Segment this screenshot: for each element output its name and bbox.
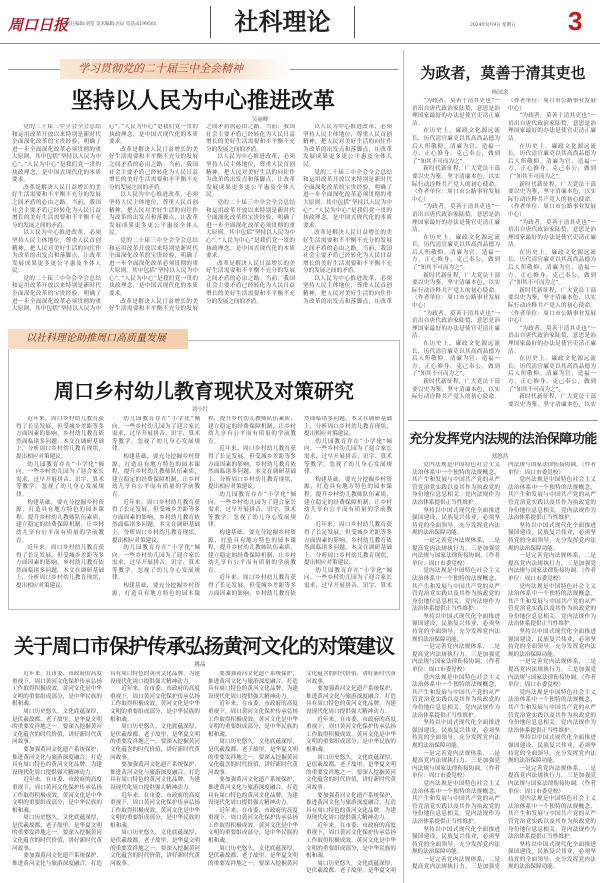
article-paragraph: 新时代新征程，广大党员干部要以史为鉴，坚守清廉本色，以实际行动诠释共产党人的初心使命。（作者单位：周口市公路事业发展中心） bbox=[412, 272, 500, 310]
article-paragraph: 在历史上，廉政文化源远流长，历代清官廉吏以其高尚品德为后人所敬仰。清廉为官、造福一方，正心修身、克己奉公，做到了“知其不可而为之”。 bbox=[412, 128, 500, 165]
kicker-banner: 以社科理论助推周口高质量发展 bbox=[8, 329, 188, 349]
article-paragraph: 近年来，在市委、市政府的高度重视下，周口黄河文化保护传承弘扬工作取得积极成效。黄河文化是中华文明的重要组成部分，是中华民族的根和魂。 bbox=[306, 822, 396, 860]
article-paragraph: 新时代新征程，广大党员干部要以史为鉴，坚守清廉本色，以实际行动诠释共产党人的初心使命。（作者单位：周口市公路事业发展中心） bbox=[412, 98, 596, 401]
article-paragraph: 一是完善党内法规体系，二是提高党内法规执行力，三是加强党内法规与国家法律衔接协调。（作者单位：周口市委党校） bbox=[508, 553, 596, 582]
article-paragraph: “为政者，莫善于清其吏也”一语出自唐代政治家陆贽，意思是治理国家最好的办法是使官吏清正廉洁。 bbox=[508, 325, 596, 355]
article-paragraph: 近年来，在市委、市政府的高度重视下，周口黄河文化保护传承弘扬工作取得积极成效。黄河文化是中华文明的重要组成部分，是中华民族的根和魂。 bbox=[208, 807, 298, 845]
article-paragraph: 一是完善党内法规体系，二是提高党内法规执行力，三是加强党内法规与国家法律衔接协调。（作者单位：周口市委党校） bbox=[412, 750, 500, 780]
article-paragraph: 党内法规是中国特色社会主义法治体系中一个独特的法规概念，其产生和发展与中国共产党的从严管党治党实践以及其作为执政党的身份地位息息相关。党内法规作为法治体系提供正当性维护。 bbox=[412, 674, 500, 719]
article-paragraph: 要加强黄河文化遗产系统保护，推进黄河文化与旅游深度融合，打造具有周口特色的黄河文化品牌，为建设现代化周口提供强大精神动力。 bbox=[306, 686, 396, 715]
article-paragraph: “为政者，莫善于清其吏也”一语出自唐代政治家陆贽，意思是治理国家最好的办法是使官吏清正廉洁。 bbox=[412, 98, 500, 127]
article-paragraph: 构建基础，要充分挖掘乡村资源，打造具有地方特色的园本课程，提升乡村幼儿教师队伍素质，建立稳定的经费保障机制，让乡村幼儿享有公平而有质量的学前教育。 bbox=[208, 529, 296, 574]
article-paragraph: 坚持以中国式现代化全面推进强国建设，民族复兴伟业，必须坚持党的全面领导，充分发挥党内法规的法治保障功能。 bbox=[508, 735, 596, 765]
article-author: 杨国余 bbox=[491, 90, 509, 96]
article-headline[interactable]: 周口乡村幼儿教育现状及对策研究 bbox=[54, 379, 354, 403]
article-paragraph: 党内法规是中国特色社会主义法治体系中一个独特的法规概念，其产生和发展与中国共产党的从严管党治党实践以及其作为执政党的身份地位息息相关。党内法规作为法治体系提供正当性维护。 bbox=[412, 568, 500, 613]
article-paragraph: 幼儿园教育存在“小学化”倾向。一些乡村幼儿园为了迎合家长需求，过早开展拼音、识字、算术等教学，忽视了幼儿身心发展规律。 bbox=[304, 438, 392, 476]
article-paragraph: 一是完善党内法规体系，二是提高党内法规执行力，三是加强党内法规与国家法律衔接协调。（作者单位：周口市委党校） bbox=[508, 659, 596, 689]
article-author: 吴丽峰 bbox=[251, 117, 269, 123]
article-paragraph: 坚持以中国式现代化全面推进强国建设，民族复兴伟业，必须坚持党的全面领导，充分发挥党内法规的法治保障功能。 bbox=[412, 613, 500, 643]
article-paragraph: 党内法规是中国特色社会主义法治体系中一个独特的法规概念，其产生和发展与中国共产党的从严管党治党实践以及其作为执政党的身份地位息息相关。党内法规作为法治体系提供正当性维护。 bbox=[508, 689, 596, 734]
section-title: 社科理论 bbox=[210, 6, 355, 38]
article-paragraph: 党内法规是中国特色社会主义法治体系中一个独特的法规概念，其产生和发展与中国共产党的从严管党治党实践以及其作为执政党的身份地位息息相关。党内法规作为法治体系提供正当性维护。 bbox=[412, 462, 500, 506]
article-paragraph: 党的二十届三中全会全会总结和运用改革开放以来特别是新时代全面深化改革的宝贵经验，明确了进一步全面深化改革必须贯彻的重大原则，其中包括“坚持以人民为中心”。”人民为中心“是我们党一贯的执政理念，是中国式现代化的本质要求。 bbox=[12, 124, 198, 313]
article-paragraph: 一是完善党内法规体系，二是提高党内法规执行力，三是加强党内法规与国家法律衔接协调。（作者单位：周口市委党校） bbox=[412, 537, 500, 567]
article-paragraph: 近年来，在市委、市政府的高度重视下，周口黄河文化保护传承弘扬工作取得积极成效。黄河文化是中华文明的重要组成部分，是中华民族的根和魂。 bbox=[12, 671, 102, 708]
article-paragraph: 在历史上，廉政文化源远流长，历代清官廉吏以其高尚品德为后人所敬仰。清廉为官、造福一方，正心修身、克己奉公，做到了“知其不可而为之”。 bbox=[508, 356, 596, 393]
article-paragraph: 党内法规是中国特色社会主义法治体系中一个独特的法规概念，其产生和发展与中国共产党的从严管党治党实践以及其作为执政党的身份地位息息相关。党内法规作为法治体系提供正当性维护。 bbox=[508, 796, 596, 841]
article-paragraph: 近年来，周口乡村幼儿教育获得了长足发展，但受城乡差距等多方面因素的影响，乡村幼儿教育依然面临诸多问题。本文在调研基础上，分析周口乡村幼儿教育现状，提出相应对策建议。 bbox=[16, 545, 104, 590]
article-paragraph: 周口历史悠久，文化底蕴深厚，是伏羲故都、老子故里，是华夏文明的重要发祥地之一。要深入挖掘黄河文化蕴含的时代价值，讲好新时代黄河故事。 bbox=[208, 739, 298, 776]
newspaper-logo: 周口日报 bbox=[8, 16, 69, 34]
article-paragraph: 改革是解决人民日益增长的美好生活需要和不平衡不充分的发展之间矛盾的必由之路。当前，我国社会主要矛盾已经转化为人民日益增长的美好生活需要和不平衡不充分的发展之间的矛盾。 bbox=[303, 230, 392, 275]
article-paragraph: 近年来，在市委、市政府的高度重视下，周口黄河文化保护传承弘扬工作取得积极成效。黄河文化是中华文明的重要组成部分，是中华民族的根和魂。 bbox=[12, 777, 102, 814]
article-author: 姚晶 bbox=[194, 662, 206, 668]
article-paragraph: 近年来，在市委、市政府的高度重视下，周口黄河文化保护传承弘扬工作取得积极成效。黄河文化是中华文明的重要组成部分，是中华民族的根和魂。 bbox=[110, 686, 200, 723]
article-paragraph: 新时代新征程，广大党员干部要以史为鉴，坚守清廉本色，以实 bbox=[508, 394, 596, 408]
article-paragraph: 在历史上，廉政文化源远流长，历代清官廉吏以其高尚品德为后人所敬仰。清廉为官、造福一方，正心修身、克己奉公，做到了“知其不可而为之”。 bbox=[508, 249, 596, 287]
article-headline[interactable]: 为政者，莫善于清其吏也 bbox=[420, 64, 586, 82]
article-paragraph: 构建基础，要充分挖掘乡村资源，打造具有地方特色的园本课程，提升乡村幼儿教师队伍素质，建立稳定的经费保障机制，让乡村幼儿享有公平而有质量的学前教育。 bbox=[112, 416, 296, 597]
article-headline[interactable]: 坚持以人民为中心推进改革 bbox=[70, 88, 335, 114]
article-paragraph: 近年来，在市委、市政府的高度重视下，周口黄河文化保护传承弘扬工作取得积极成效。黄河文化是中华文明的重要组成部分，是中华民族的根和魂。 bbox=[208, 701, 298, 738]
article-paragraph: “为政者，莫善于清其吏也”一语出自唐代政治家陆贽，意思是治理国家最好的办法是使官吏清正廉洁。 bbox=[412, 310, 500, 340]
article-paragraph: 一是完善党内法规体系，二是提高党内法规执行力，三是加强党内法规与国家法律衔接协调。（作者单位：周口市委党校） bbox=[412, 644, 500, 674]
divider bbox=[408, 420, 598, 421]
article-paragraph: 一是完善党内法规体系，二是提高党内法规执行力，三是加强党内法规与国家法律衔接协调。（作者单位：周口市委党校） bbox=[412, 462, 596, 871]
article-paragraph: 构建基础，要充分挖掘乡村资源，打造具有地方特色的园本课程，提升乡村幼儿教师队伍素质，建立稳定的经费保障机制，让乡村幼儿享有公平而有质量的学前教育。 bbox=[304, 476, 392, 521]
article-paragraph: 新时代新征程，广大党员干部要以史为鉴，坚守清廉本色，以实际行动诠释共产党人的初心使命。（作者单位：周口市公路事业发展中心） bbox=[508, 287, 596, 325]
article-paragraph: 一是完善党内法规体系，二是提高党内法规执行力，三是加强党内法规与国家法律衔接协调。（作者单位：周口市委党校） bbox=[508, 765, 596, 795]
article-paragraph: 周口历史悠久，文化底蕴深厚，是伏羲故都、老子故里，是华夏文明的重要发祥地之一。要深入挖掘黄河文化蕴含的时代价值，讲好新时代黄河故事。 bbox=[208, 671, 396, 867]
article-paragraph: 坚持以中国式现代化全面推进强国建设，民族复兴伟业，必须坚持党的全面领导，充分发挥党内法规的法治保障功能。 bbox=[508, 522, 596, 552]
article-paragraph: 党的二十届三中全会全会总结和运用改革开放以来特别是新时代全面深化改革的宝贵经验，明确了进一步全面深化改革必须贯彻的重大原则，其中包括“坚持以人民为中心”。”人民为中心“是我们党一贯的执政理念，是中国式现代化的本质要求。 bbox=[303, 169, 392, 229]
article-paragraph: 周口历史悠久，文化底蕴深厚，是伏羲故都、老子故里，是华夏文明 bbox=[306, 860, 396, 875]
article-body bbox=[16, 416, 392, 604]
article-paragraph: 周口历史悠久，文化底蕴深厚，是伏羲故都、老子故里，是华夏文明的重要发祥地之一。要深入挖掘黄河文化蕴含的时代价值，讲好新时代黄河故事。 bbox=[306, 754, 396, 791]
article-paragraph: 周口历史悠久，文化底蕴深厚，是伏羲故都、老子故里，是华夏文明的重要发祥地之一。要深入挖掘黄河文化蕴含的时代价值，讲好新时代黄河故事。 bbox=[12, 815, 102, 852]
article-body bbox=[12, 671, 396, 881]
article-paragraph: 以人民为中心推进改革，必须坚持人民主体地位，尊重人民首创精神，把人民对美好生活的向往作为改革的出发点和落脚点，让改革发展成果更多更公平惠及全体人民。 bbox=[109, 192, 198, 237]
article-paragraph: 幼儿园教育存在“小学化”倾向。一些乡村幼儿园为了迎合家长需求，过早开展拼音、识字、算术等教学，忽视了幼儿身心发展规律。 bbox=[112, 545, 200, 582]
article-paragraph: 党内法规是中国特色社会主义法治体系中一个独特的法规概念，其产生和发展与中国共产党的从严管党治党实践以及其作为执政党的身份地位息息相关。党内法规作为法治体系提供正当性维护。 bbox=[508, 477, 596, 522]
article-paragraph: 坚持以中国式现代化全面推进强国建设，民族复兴伟业，必须坚持党的全面领导，充分发挥党内法规的法治保障功能。 bbox=[412, 720, 500, 749]
article-paragraph: 近年来，在市委、市政府的高度重视下，周口黄河文化保护传承弘扬工作取得积极成效。黄河文化是中华文明的重要组成部分，是中华民族的根和魂。 bbox=[110, 792, 200, 829]
article-paragraph: 近年来，周口乡村幼儿教育获得了长足发展，但受城乡差距等多方面因素的影响，乡村幼儿教育依然面临诸多问题。本文在调研基础上，分析周口乡村幼儿教育现状，提出相应对策建议。 bbox=[112, 499, 200, 544]
masthead bbox=[0, 0, 600, 44]
article-paragraph: 近年来，在市委、市政府的高度重视下，周口黄河文化保护传承弘扬工作取得积极成效。黄河文化是中华文明的重要组成部分，是中华民族的根和魂。 bbox=[306, 716, 396, 753]
article-paragraph: 周口历史悠久，文化底蕴深厚，是伏羲故都、老子故里，是华夏文明的重要发祥地之一。要深入挖掘黄河文化蕴含的时代价值，讲好新时代黄河故事。 bbox=[110, 830, 200, 867]
article-paragraph: 近年来，周口乡村幼儿教育获得了长足发展，但受城乡差距等多方面因素的影响，乡村幼儿教育依然面临诸多问题。本文在调研基础上，分析周口乡村幼儿教育现状，提出相应对策建议。 bbox=[208, 416, 392, 597]
article-paragraph: 幼儿园教育存在“小学化”倾向。一些乡村幼儿园为了迎合家长需求，过早开展拼音、识字、算术等教学，忽视了幼儿身心发展规律。 bbox=[16, 461, 104, 498]
article-body bbox=[412, 462, 596, 881]
article-paragraph: 坚持以中国式现代化全面推进强国建设，民族复兴伟业，必须坚持党的全面领导，充分发挥党内法规的法治保障功能。 bbox=[412, 507, 500, 537]
article-paragraph: 构建基础，要充分挖掘乡村资源，打造具有地方特色的园本课程，提升乡村幼儿教师队伍素质，建立稳定的经费保障机制，让乡村幼儿享有公平而有质量的学前教育。 bbox=[112, 453, 200, 498]
article-paragraph: 在历史上，廉政文化源远流长，历代清官廉吏以其高尚品德为后人所敬仰。清廉为官、造福一方，正心修身、克己奉公，做到了“知其不可而为之”。 bbox=[508, 143, 596, 180]
article-paragraph: 改革是解决人民日益增长的美好生活需要和不平衡不充分的发展之间矛盾的必由之路。当前，我国社会主要矛盾已经转化为人民日益增长的美好生活需要和不平衡不充分的发展之间的矛盾。 bbox=[206, 260, 295, 305]
article-author: 刘小红 bbox=[191, 407, 209, 413]
article-paragraph: 改革是解决人民日益增长的美好生活需要和不平衡不充分的发展之间矛盾的必由之路。当前，我国社会主要矛盾已经转化为人民日益增长的美好生活需要和不平衡不充分的发展之间的矛盾。 bbox=[12, 184, 101, 229]
article-author: 郑悠然 bbox=[491, 454, 509, 460]
article-paragraph: 以人民为中心推进改革，必须坚持人民主体地位，尊重人民首创精神，把人民对美好生活的向往作为改革的出发点和落脚点，让改革 bbox=[303, 275, 392, 305]
article-paragraph: 要加强黄河文化遗产系统保护，推进黄河文化与旅游深度融合，打造具有周口特色的黄河文化品牌，为建设现代化周口提供强大精神动力。 bbox=[208, 777, 298, 807]
article-paragraph: 周口历史悠久，文化底蕴深厚，是伏羲故都、老子故里，是华夏文明的重要发祥地之一。要深入挖掘黄河文化蕴含的时代价值，讲好新时代黄河故事。 bbox=[110, 724, 200, 761]
article-paragraph: 在历史上，廉政文化源远流长，历代清官廉吏以其高尚品德为后人所敬仰。清廉为官、造福一方，正心修身、克己奉公，做到了“知其不可而为之”。 bbox=[412, 341, 500, 378]
editor-info: 责任编辑:刘玺 美术编辑:吾辰 电话:6199501 bbox=[66, 22, 157, 27]
article-paragraph: 以人民为中心推进改革，必须坚持人民主体地位，尊重人民首创精神，把人民对美好生活的向往作为改革的出发点和落脚点，让改革发展成果更多更公平惠及全体人民。 bbox=[206, 154, 295, 199]
article-body bbox=[12, 124, 392, 320]
article-body bbox=[412, 98, 596, 414]
article-paragraph: 以人民为中心推进改革，必须坚持人民主体地位，尊重人民首创精神，把人民对美好生活的向往作为改革的出发点和落脚点，让改革发展成果更多更公平惠及全体人民。 bbox=[12, 230, 101, 275]
article-paragraph: 坚持以中国式现代化全面推进强国建设，民族复兴伟业，必须坚持党的全面领导，充分发挥党内法规的法治保障功能。 bbox=[412, 826, 500, 856]
article-paragraph: 幼儿园教育存在“小学化”倾向。一些乡村幼儿园为了迎合家长需求，过早开展拼音、识字、算术等教学，忽视了幼儿身心发展规律。 bbox=[112, 416, 200, 453]
article-paragraph: 党的二十届三中全会全会总结和运用改革开放以来特别是新时代全面深化改革的宝贵经验，明确了进一步全面深化改革必须贯彻的重大原则，其中包括“坚持以人民为中心”。”人民为中心“是我们党一贯的执政理念，是中国式现代化的本质要求。 bbox=[12, 124, 101, 184]
article-paragraph: 要加强黄河文化遗产系统保护，推进黄河文化与旅游深度融合，打造具有周口特色的黄河文化品牌，为建设现代化周口提供强大精神动力。 bbox=[110, 762, 200, 791]
kicker-banner: 学习贯彻党的二十届三中全会精神 bbox=[60, 59, 290, 79]
article-paragraph: 构建基础，要充分挖掘乡村资源，打造具有地方特色的园本课程，提升乡村幼儿教师队伍素质，建立稳定的经费保障机制，让乡村幼儿享有公平而有质量的学前教育。 bbox=[16, 499, 104, 544]
article-paragraph: 党的二十届三中全会全会总结和运用改革开放以来特别是新时代全面深化改革的宝贵经验，明确了进一步全面深化改革必须贯彻的重大原则，其中包括“坚持以人民为中心”。”人民为中心“是我们党一贯的执政理念，是中国式现代化的本质要求。 bbox=[206, 199, 295, 260]
article-paragraph: 党内法规是中国特色社会主义法治体系中一个独特的法规概念，其产生和发展与中国共产党的从严管党治党实践以及其作为执政党的身份地位息息相关。党内法规作为法治体系提供正当性维护。 bbox=[508, 583, 596, 628]
article-paragraph: 党的二十届三中全会全会总结和运用改革开放以来特别是新时代全面深化改革的宝贵经验，明确了进一步全面深化改革必须贯彻的重大原则，其中包括“坚持以人民为中心”。”人民为中心“是我们党一贯的执政理念，是中国式现代化的本质要求。 bbox=[109, 237, 198, 298]
article-paragraph: 要加强黄河文化遗产系统保护，推进黄河文化与旅游深度融合，打造具有周口特色的黄河文化品牌，为建设现代化周口提供强大精神动力。 bbox=[12, 671, 200, 867]
article-paragraph: 幼儿园教育存在“小学化”倾向。一些乡村幼儿园为了迎合家长需求，过早开展拼音、识字、算术 bbox=[304, 567, 392, 590]
article-headline[interactable]: 关于周口市保护传承弘扬黄河文化的对策建议 bbox=[14, 634, 394, 658]
article-headline[interactable]: 充分发挥党内法规的法治保障功能 bbox=[409, 432, 597, 447]
article-paragraph: 坚持以中国式现代化全面推进强国建设，民族复兴伟业，必须坚持党的全面领导，充分发挥党内法规的法治保障功能。 bbox=[508, 841, 596, 871]
article-paragraph: 改革是解决人民日益增长的美好生活需要和不平衡不充分的发展之间矛盾的必由之路。当前，我国社会主要矛盾已经转化为人民日益增长的美好生活需要和不平衡不充分的发展之间的矛盾。 bbox=[109, 146, 198, 191]
column-divider bbox=[403, 50, 404, 883]
article-paragraph: 改革是解决人民日益增长的美好生活需要和不平衡不充分的发展之间矛盾的必由之路。当前，我国社会主要矛盾已经转化为人民日益增长的美好生活需要和不平衡不充分的发展之间的矛盾。 bbox=[109, 124, 295, 313]
article-paragraph: “为政者，莫善于清其吏也”一语出自唐代政治家陆贽，意思是治理国家最好的办法是使官吏清正廉洁。 bbox=[412, 204, 500, 234]
page-number: 3 bbox=[568, 6, 583, 36]
article-paragraph: 新时代新征程，广大党员干部要以史为鉴，坚守清廉本色，以实际行动诠释共产党人的初心使命。（作者单位：周口市公路事业发展中心） bbox=[412, 166, 500, 203]
article-paragraph: 要加强黄河文化遗产系统保护，推进黄河文化与旅游深度融合，打造具有周口特色的黄河文化品牌，为建设现代化周口提供强大精神动力。 bbox=[12, 746, 102, 776]
article-paragraph: 要加强黄河文化遗产系统保护，推进黄河文化与旅游深度融合，打造具有周口特色的黄河文化品牌，为建设现代化周口提供强大精神动力。 bbox=[208, 671, 298, 700]
article-paragraph: 坚持以中国式现代化全面推进强国建设，民族复兴伟业，必须坚持党的全面领导，充分发挥党内法规的法治保障功能。 bbox=[508, 629, 596, 658]
issue-date: 2024年8月9日 星期五 bbox=[470, 23, 516, 28]
article-paragraph: “为政者，莫善于清其吏也”一语出自唐代政治家陆贽，意思是治理国家最好的办法是使官吏清正廉洁。 bbox=[508, 219, 596, 249]
article-paragraph: 在历史上，廉政文化源远流长，历代清官廉吏以其高尚品德为后人所敬仰。清廉为官、造福一方，正心修身、克己奉公，做到了“知其不可而为之”。 bbox=[412, 234, 500, 272]
article-paragraph: 近年来，周口乡村幼儿教育获得了长足发展，但受城乡差距等多方面因素的影响，乡村幼儿教育依然面临诸多问题。本文在调研基础上，分析周口乡村幼儿教育现状，提出相应对策建议。 bbox=[208, 446, 296, 491]
article-paragraph: 新时代新征程，广大党员干部要以史为鉴，坚守清廉本色，以实际行动诠释共产党人的初心使命。（作者单位：周口市公路事业发展中心） bbox=[508, 181, 596, 218]
article-paragraph: 党内法规是中国特色社会主义法治体系中一个独特的法规概念，其产生和发展与中国共产党的从严管党治党实践以及其作为执政党的身份地位息息相关。党内法规作为法治体系提供正当性维护。 bbox=[412, 780, 500, 825]
article-paragraph: 近年来，周口乡村幼儿教育获得了长足发展，但受城乡差距等多方面因素的影响，乡村幼儿教育依然面临诸多问题。本文在调研基础上，分析周口乡村幼儿教育现状，提出相应对策建议。 bbox=[304, 522, 392, 567]
article-paragraph: 以人民为中心推进改革，必须坚持人民主体地位，尊重人民首创精神，把人民对美好生活的向往作为改革的出发点和落脚点，让改革发展成果更多更公平惠及全体人民。 bbox=[303, 124, 392, 168]
article-paragraph: “为政者，莫善于清其吏也”一语出自唐代政治家陆贽，意思是治理国家最好的办法是使官吏清正廉洁。 bbox=[508, 113, 596, 142]
article-paragraph: 近年来，周口乡村幼儿教育获得了长足发展，但受城乡差距等多方面因素的影响，乡村幼儿教育依然面临诸多问题。本文在调研基础上，分析周口乡村幼儿教育现状，提出相应对策建议。 bbox=[16, 416, 104, 460]
article-paragraph: 周口历史悠久，文化底蕴深厚，是伏羲故都、老子故里，是华夏文明的重要发祥地之一。要深入挖掘黄河文化蕴含的时代价值，讲好新时代黄河故事。 bbox=[12, 708, 102, 746]
article-paragraph: 幼儿园教育存在“小学化”倾向。一些乡村幼儿园为了迎合家长需求，过早开展拼音、识字、算术等教学，忽视了幼儿身心发展规律。 bbox=[208, 491, 296, 529]
article-paragraph: 要加强黄河文化遗产系统保护，推进黄河文化与旅游深度融合，打造具有周口特色的黄河文化品牌，为建设现代化周口提供强大精神动力。 bbox=[306, 792, 396, 822]
